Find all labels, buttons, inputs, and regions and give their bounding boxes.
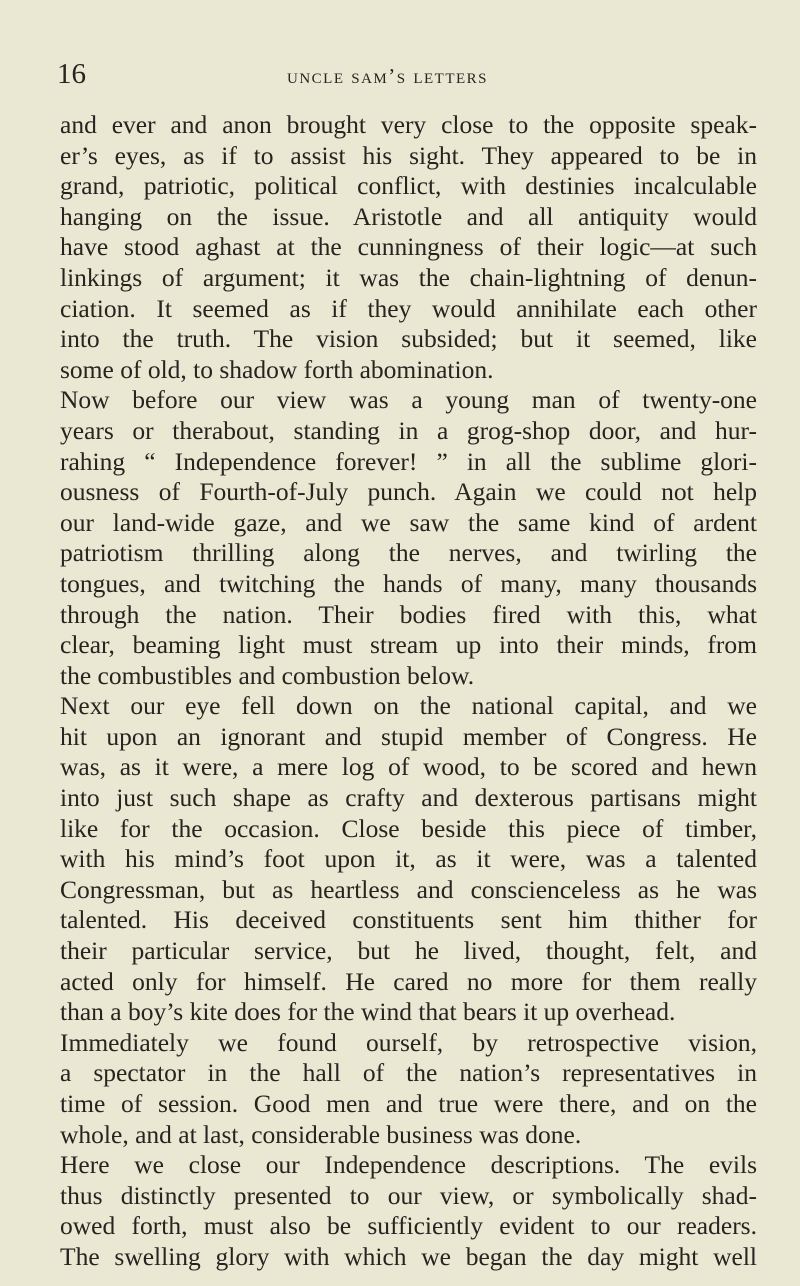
text-line: rahing “ Independence forever! ” in all the sublime glori- [60,446,757,476]
text-line: hit upon an ignorant and stupid member of Congress. He [60,721,757,751]
text-line: ousness of Fourth-of-July punch. Again we could not help [60,477,757,507]
text-line: was, as it were, a mere log of wood, to be scored and hewn [60,752,757,782]
text-line: talented. His deceived constituents sent him thither for [60,905,757,935]
text-line: time of session. Good men and true were there, and on the [60,1089,757,1118]
text-line: some of old, to shadow forth abomination. [60,354,494,384]
text-line: through the nation. Their bodies fired with this, what [60,599,757,629]
text-line: er’s eyes, as if to assist his sight. They appeared to be in [60,140,757,170]
text-line: years or therabout, standing in a grog-shop door, and hur- [60,415,757,445]
text-line: into just such shape as crafty and dexterous partisans might [60,783,757,813]
text-line: patriotism thrilling along the nerves, and twirling the [60,538,757,568]
running-title: uncle sam’s letters [287,64,489,88]
text-line: linkings of argument; it was the chain-lightning of denun- [60,262,757,292]
text-line: Next our eye fell down on the national capital, and we [60,691,757,721]
text-line: than a boy’s kite does for the wind that bears it up overhead. [60,997,676,1027]
text-line: Immediately we found ourself, by retrospective vision, [60,1027,757,1057]
text-line: have stood aghast at the cunningness of their logic—at such [60,232,757,262]
text-line: and ever and anon brought very close to the opposite speak- [60,110,757,139]
page-header [0,58,800,94]
body-text [60,110,757,1273]
text-line: their particular service, but he lived, thought, felt, and [60,936,757,966]
text-line: acted only for himself. He cared no more for them really [60,966,757,996]
text-line: owed forth, must also be sufficiently evident to our readers. [60,1211,757,1241]
text-line: Here we close our Independence descriptions. The evils [60,1150,757,1180]
text-line: into the truth. The vision subsided; but it seemed, like [60,324,757,354]
text-line: tongues, and twitching the hands of many, many thousands [60,568,757,598]
text-line: Congressman, but as heartless and conscienceless as he was [60,874,757,904]
text-line: ciation. It seemed as if they would annihilate each other [60,293,757,323]
text-line: a spectator in the hall of the nation’s representatives in [60,1058,757,1088]
text-line: whole, and at last, considerable business was done. [60,1119,582,1149]
page-number: 16 [57,58,86,90]
text-line: The swelling glory with which we began the day might well [60,1241,757,1271]
text-line: with his mind’s foot upon it, as it were, was a talented [60,844,757,874]
text-line: clear, beaming light must stream up into their minds, from [60,630,757,660]
text-line: hanging on the issue. Aristotle and all antiquity would [60,201,757,231]
text-line: like for the occasion. Close beside this piece of timber, [60,813,757,843]
text-line: the combustibles and combustion below. [60,660,475,690]
text-line: thus distinctly presented to our view, or symbolically shad- [60,1180,757,1210]
text-line: grand, patriotic, political conflict, with destinies incalculable [60,171,757,201]
text-line: our land-wide gaze, and we saw the same kind of ardent [60,507,757,537]
text-line: Now before our view was a young man of twenty-one [60,385,757,415]
